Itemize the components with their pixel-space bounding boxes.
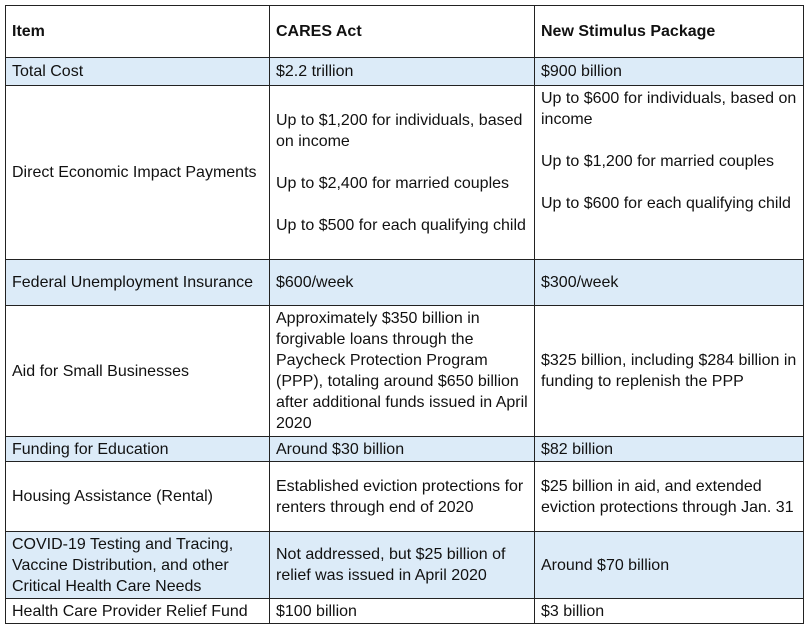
row-new-value: $300/week bbox=[535, 260, 804, 306]
table-row bbox=[6, 462, 804, 532]
row-item: Total Cost bbox=[6, 58, 270, 86]
row-new-value: $82 billion bbox=[535, 437, 804, 462]
table-row bbox=[6, 532, 804, 599]
row-item: Aid for Small Businesses bbox=[6, 306, 270, 437]
table-row bbox=[6, 599, 804, 624]
row-item: Health Care Provider Relief Fund bbox=[6, 599, 270, 624]
row-new-value: Up to $600 for individuals, based on income Up to $1,200 for married couples Up to $600 for each qualifying child bbox=[535, 86, 804, 260]
row-cares-value: Up to $1,200 for individuals, based on income Up to $2,400 for married couples Up to $500 for each qualifying child bbox=[270, 86, 535, 260]
row-cares-value: $100 billion bbox=[270, 599, 535, 624]
table-row bbox=[6, 58, 804, 86]
row-new-value: $325 billion, including $284 billion in funding to replenish the PPP bbox=[535, 306, 804, 437]
table-row bbox=[6, 260, 804, 306]
comparison-table bbox=[5, 5, 804, 624]
header-cares-act: CARES Act bbox=[270, 6, 535, 58]
row-new-value: Around $70 billion bbox=[535, 532, 804, 599]
row-item: Funding for Education bbox=[6, 437, 270, 462]
row-cares-value: $600/week bbox=[270, 260, 535, 306]
row-cares-value: Established eviction protections for renters through end of 2020 bbox=[270, 462, 535, 532]
table-row bbox=[6, 306, 804, 437]
row-item: COVID-19 Testing and Tracing, Vaccine Distribution, and other Critical Health Care Needs bbox=[6, 532, 270, 599]
header-new-stimulus: New Stimulus Package bbox=[535, 6, 804, 58]
row-item: Direct Economic Impact Payments bbox=[6, 86, 270, 260]
row-cares-value: Approximately $350 billion in forgivable loans through the Paycheck Protection Program (PPP), totaling around $650 billion after additional funds issued in April 2020 bbox=[270, 306, 535, 437]
row-cares-value: Not addressed, but $25 billion of relief was issued in April 2020 bbox=[270, 532, 535, 599]
header-row bbox=[6, 6, 804, 58]
row-cares-value: $2.2 trillion bbox=[270, 58, 535, 86]
row-item: Housing Assistance (Rental) bbox=[6, 462, 270, 532]
row-item: Federal Unemployment Insurance bbox=[6, 260, 270, 306]
row-new-value: $25 billion in aid, and extended eviction protections through Jan. 31 bbox=[535, 462, 804, 532]
table-row bbox=[6, 437, 804, 462]
row-new-value: $900 billion bbox=[535, 58, 804, 86]
row-cares-value: Around $30 billion bbox=[270, 437, 535, 462]
header-item: Item bbox=[6, 6, 270, 58]
row-new-value: $3 billion bbox=[535, 599, 804, 624]
table-row bbox=[6, 86, 804, 260]
